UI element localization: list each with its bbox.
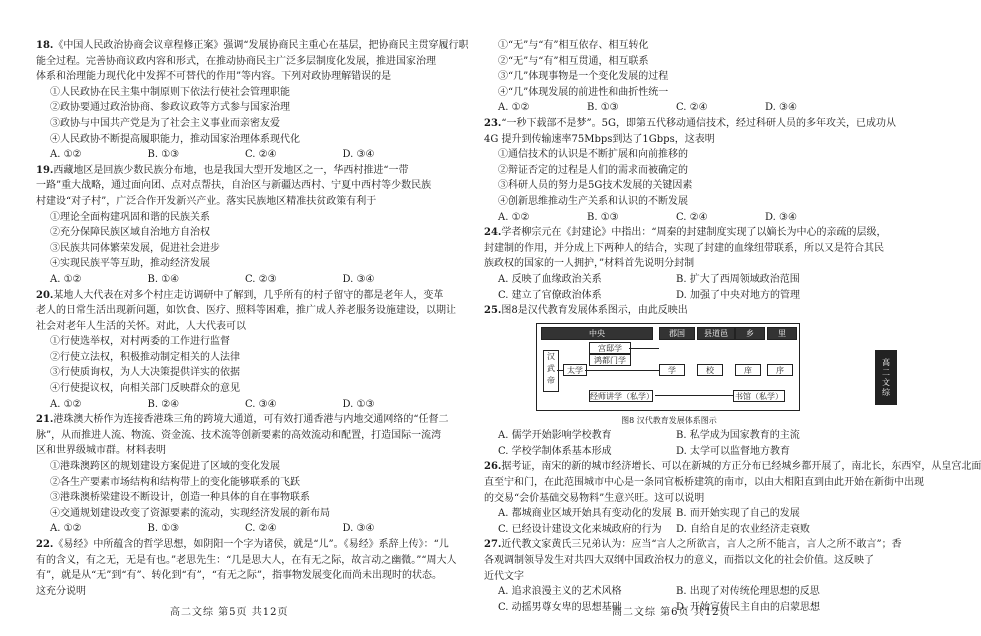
- question-line: [36, 412, 449, 428]
- answer-choice: B. 扩大了西周领域政治范围: [676, 273, 800, 285]
- answer-choice: B. ①④: [147, 273, 180, 285]
- answer-choices: [50, 272, 440, 288]
- question-number: 27.: [484, 539, 502, 551]
- diagram-school-box: 鸿都门学: [589, 354, 631, 366]
- option: ②行使立法权，积极推动制定相关的人法律: [50, 351, 240, 363]
- answer-choice: D. 太学可以监督地方教育: [676, 445, 791, 457]
- answer-choice: B. ①③: [587, 102, 619, 114]
- answer-choice: A. ①②: [498, 211, 530, 223]
- option: ②政协要通过政治协商、参政议政等方式参与国家治理: [50, 102, 290, 114]
- answer-choices: [498, 272, 854, 288]
- option: ①港珠澳跨区的规划建设方案促进了区域的变化发展: [50, 461, 280, 473]
- diagram-level-label: 中央: [541, 327, 653, 340]
- option: ④实现民族平等互助，推动经济发展: [50, 258, 210, 270]
- answer-choice: A. 追求浪漫主义的艺术风格: [498, 586, 622, 598]
- answer-choice: A. ①②: [50, 149, 82, 161]
- answer-choice: C. 动摇男尊女卑的思想基础: [498, 601, 622, 613]
- option: ②“无”与“有”相互贯通，相互联系: [498, 55, 649, 67]
- option: ①人民政协在民主集中制原则下依法行使社会管理职能: [50, 86, 290, 98]
- answer-choice: D. 自给自足的农业经济走衰败: [676, 523, 811, 535]
- option: ④交通规划建设改变了资源要素的流动，实现经济发展的新布局: [50, 507, 330, 519]
- answer-choice: C. ②④: [245, 149, 277, 161]
- question-line: 脉”，从而推进人流、物流、资金流、技术流等创新要素的高效流动和配置，打造国际一流湾: [36, 429, 442, 441]
- question-text: 西藏地区是回族少数民族分布地，也是我国大型开发地区之一，华西村推进“一带: [53, 164, 409, 176]
- diagram-connector: [585, 370, 659, 371]
- left-column: [36, 38, 469, 599]
- option: ②充分保障民族区域自治地方自治权: [50, 227, 210, 239]
- question-line: [36, 288, 444, 304]
- diagram-figure: [484, 323, 854, 429]
- question-text: “一秒下载部不是梦”。5G，即第五代移动通信技术，经过科研人员的多年攻关，已成功从: [501, 117, 896, 129]
- answer-choice: C. 学校学制体系基本形成: [498, 445, 612, 457]
- answer-choice: C. 已经设计建设文化来城政府的行为: [498, 523, 662, 535]
- answer-choices: [50, 397, 440, 413]
- question-text: 《易经》中所蕴含的哲学思想，如阴阳一个字为诸侯，就是“儿”。《易经》系辞上传》：“儿: [53, 539, 449, 550]
- answer-choice: C. ②④: [676, 211, 708, 223]
- diagram-level-label: 里: [767, 327, 797, 340]
- answer-choices: [50, 521, 440, 537]
- answer-choice: B. 私学成为国家教育的主流: [676, 430, 800, 442]
- diagram-connector: [655, 395, 733, 396]
- answer-choice: A. 都城商业区域开始具有变动化的发展: [498, 508, 672, 520]
- question-line: 一路”重大战略，通过面向团、点对点帮扶，自治区与新疆达西村、宁夏中西村等少数民族: [36, 180, 432, 192]
- education-system-diagram: [536, 323, 800, 411]
- question-number: 21.: [36, 414, 54, 426]
- question: [36, 38, 469, 163]
- question: [36, 288, 456, 413]
- question-line: [484, 537, 902, 553]
- answer-choice: B. 而开始实现了自己的发展: [676, 508, 800, 520]
- answer-choices: [498, 506, 854, 522]
- diagram-local-school-box: 庠: [735, 364, 761, 376]
- diagram-school-box: 宫邸学: [589, 342, 631, 354]
- question-number: 26.: [484, 461, 502, 473]
- diagram-local-school-box: 序: [767, 364, 793, 376]
- diagram-connector: [557, 370, 563, 371]
- option: ①通信技术的认识是不断扩展和向前推移的: [498, 149, 688, 161]
- question-text: 《中国人民政治协商会议章程修正案》强调“发展协商民主重心在基层，把协商民主贯穿履行职: [53, 40, 469, 51]
- question-line: [484, 459, 981, 475]
- question-line: 的交易“会价基础交易物料”生意兴旺。这可以说明: [484, 492, 705, 504]
- answer-choice: B. ①③: [147, 149, 180, 161]
- page-footer-right: 高二文综 第6页 共12页: [612, 607, 731, 618]
- answer-choice: D. ③④: [765, 211, 797, 223]
- answer-choice: C. ③④: [245, 398, 277, 410]
- question-line: 能全过程。完善协商议政内容和形式，在推动协商民主广泛多层制度化发展，推进国家治理: [36, 55, 436, 67]
- question-text: 某地人大代表在对多个村庄走访调研中了解到，几乎所有的村子留守的都是老年人，变革: [53, 289, 444, 301]
- side-tab: 高二文综: [875, 350, 897, 405]
- question: [36, 412, 449, 537]
- option: ④创新思维推动生产关系和认识的不断发展: [498, 195, 688, 207]
- diagram-local-school-box: 学: [659, 364, 685, 376]
- question: [36, 163, 440, 288]
- answer-choice: C. ②④: [676, 102, 708, 114]
- option: ③政协与中国共产党是为了社会主义事业而亲密友爱: [50, 117, 280, 129]
- question-line: [484, 225, 887, 241]
- question-number: 20.: [36, 289, 54, 301]
- question-line: [36, 537, 449, 553]
- question: [484, 225, 887, 303]
- question-line: 老人的日常生活出现新问题，如饮食、医疗、照料等困难，推广成人养老服务设施建设，以期让: [36, 305, 456, 317]
- option: ③港珠澳桥梁建设不断设计，创造一种具体的自在事物联系: [50, 492, 310, 504]
- question-line: 体系和治理能力现代化中发挥不可替代的作用”等内容。下列对政协理解错误的是: [36, 71, 392, 83]
- answer-choices: [498, 522, 854, 538]
- option: ④“几”体现发展的前进性和曲折性统一: [498, 86, 669, 98]
- answer-choice: C. ②④: [245, 523, 277, 535]
- question-line: 族政权的国家的一人拥护，”材料首先说明分封制: [484, 258, 695, 270]
- answer-choice: A. 反映了血缘政治关系: [498, 273, 602, 285]
- answer-choice: A. ①②: [50, 523, 82, 535]
- question-line: 封建制的作用，并分成上下两种人的结合，实现了封建的血缘纽带联系，所以又是符合其民: [484, 242, 884, 254]
- answer-choices: [498, 428, 854, 444]
- diagram-school-box: 太学: [563, 364, 587, 376]
- question-line: 村建设“对子村”，广泛合作开发新兴产业。落实民族地区精准扶贫政策有利于: [36, 195, 377, 207]
- question-number: 25.: [484, 305, 502, 317]
- answer-choice: D. 开始宣传民主自由的启蒙思想: [676, 601, 821, 613]
- question-line: 近代文字: [484, 570, 524, 582]
- option: ③“几”体现事物是一个变化发展的过程: [498, 71, 669, 83]
- diagram-private-teacher-box: 经师讲学（私学）: [590, 391, 654, 401]
- option: ③科研人员的努力是5G技术发展的关键因素: [498, 180, 693, 192]
- option: ①行使选举权，对村两委的工作进行监督: [50, 336, 230, 348]
- option: ④行使提议权，向相关部门反映群众的意见: [50, 383, 240, 395]
- answer-choice: D. ①③: [342, 398, 375, 410]
- answer-choice: D. ③④: [342, 149, 375, 161]
- question-number: 19.: [36, 164, 54, 176]
- question-number: 24.: [484, 227, 502, 239]
- answer-choice: C. 建立了官僚政治体系: [498, 289, 602, 301]
- option: ③民族共同体繁荣发展，促进社会进步: [50, 242, 220, 254]
- question-line: [484, 303, 854, 319]
- question: [36, 537, 457, 599]
- question-text: 据考证，南宋的新的城市经济增长、可以在新城的方正分布已经城乡都开展了，南北长，东西窄，从皇宫北面: [501, 461, 981, 473]
- question-line: 4G 提升到传输速率75Mbps到达了1Gbps，这表明: [484, 133, 715, 145]
- question-line: 各观调制领导发生对共四大双纲中国政治权力的意义，而指以文化的社会价值。这反映了: [484, 555, 874, 567]
- question: [484, 116, 896, 225]
- question-text: 图8是汉代教育发展体系图示，由此反映出: [501, 305, 688, 317]
- question-22-options: [484, 38, 854, 116]
- question-number: 23.: [484, 117, 502, 129]
- diagram-emperor-box: 汉武帝: [543, 350, 559, 392]
- page-footer-left: 高二文综 第5页 共12页: [170, 607, 289, 618]
- answer-choice: C. ②③: [245, 273, 277, 285]
- answer-choice: D. 加强了中央对地方的管理: [676, 289, 801, 301]
- answer-choice: B. ①③: [587, 211, 619, 223]
- answer-choices: [50, 147, 440, 163]
- option: ④人民政协不断提高履职能力，推动国家治理体系现代化: [50, 133, 300, 145]
- option: ②各生产要素市场结构和结构带上的变化能够联系的飞跃: [50, 476, 300, 488]
- answer-choice: B. 出现了对传统伦理思想的反思: [676, 586, 820, 598]
- answer-choices: [498, 100, 854, 116]
- answer-choice: B. ②④: [147, 398, 180, 410]
- option: ②辩证否定的过程是人们的需求而被确定的: [498, 164, 688, 176]
- diagram-local-school-box: 校: [697, 364, 723, 376]
- option: ①“无”与“有”相互依存、相互转化: [498, 40, 649, 51]
- diagram-level-label: 郡国: [659, 327, 695, 340]
- answer-choice: A. 儒学开始影响学校教育: [498, 430, 612, 442]
- question-number: 22.: [36, 539, 54, 550]
- answer-choice: A. ①②: [498, 102, 530, 114]
- question-line: 有的含义，有之无，无是有也。”老思先生：“几是思大人，在有无之际，故言动之幽微。”“周大人: [36, 554, 457, 566]
- option: ③行使质询权，为人大决策提供详实的依据: [50, 367, 240, 379]
- answer-choices: [498, 584, 854, 600]
- question-line: [36, 38, 469, 54]
- answer-choices: [498, 288, 854, 304]
- question-text: 近代教文家黄氏三兄弟认为：应当“言人之所欲言，言人之所不能言，言人之所不敢言”；香: [501, 539, 902, 551]
- question-line: 直至宁和门，在此范围城市中心是一条同官板桥建筑的南市，以由大相阳直到由此开始在新街中出现: [484, 477, 924, 489]
- question-text: 港珠澳大桥作为连接香港珠三角的跨境大通道，可有效打通香港与内地交通网络的“任督二: [53, 414, 449, 426]
- diagram-caption: 图8 汉代教育发展体系图示: [621, 415, 717, 425]
- answer-choice: A. ①②: [50, 398, 82, 410]
- answer-choices: [498, 444, 854, 460]
- question-line: [484, 116, 896, 132]
- question-line: 区和世界级城市群。材料表明: [36, 445, 166, 457]
- diagram-connector: [629, 348, 659, 349]
- answer-choice: D. ③④: [342, 273, 375, 285]
- question: [484, 459, 981, 537]
- option: ①理论全面构建巩固和谐的民族关系: [50, 211, 210, 223]
- diagram-level-label: 县道邑: [697, 327, 735, 340]
- question-line: 社会对老年人生活的关怀。对此，人大代表可以: [36, 320, 246, 332]
- diagram-level-label: 乡: [735, 327, 765, 340]
- answer-choice: D. ③④: [765, 102, 797, 114]
- diagram-private-school-box: 书馆（私学）: [735, 391, 783, 401]
- answer-choice: B. ①③: [147, 523, 180, 535]
- question-line: 这充分说明: [36, 585, 86, 597]
- question-text: 学者柳宗元在《封建论》中指出：“周秦的封建制度实现了以嫡长为中心的亲疏的层级，: [501, 227, 887, 239]
- answer-choice: D. ③④: [342, 523, 375, 535]
- answer-choices: [498, 210, 854, 226]
- question-number: 18.: [36, 40, 54, 51]
- question-line: [36, 163, 440, 179]
- answer-choice: A. ①②: [50, 273, 82, 285]
- question: [484, 303, 854, 459]
- question-line: 有”，就是从“无”到“有”、转化到“有”，“有无之际”，指事物发展变化而尚未出现时的状态。: [36, 570, 443, 582]
